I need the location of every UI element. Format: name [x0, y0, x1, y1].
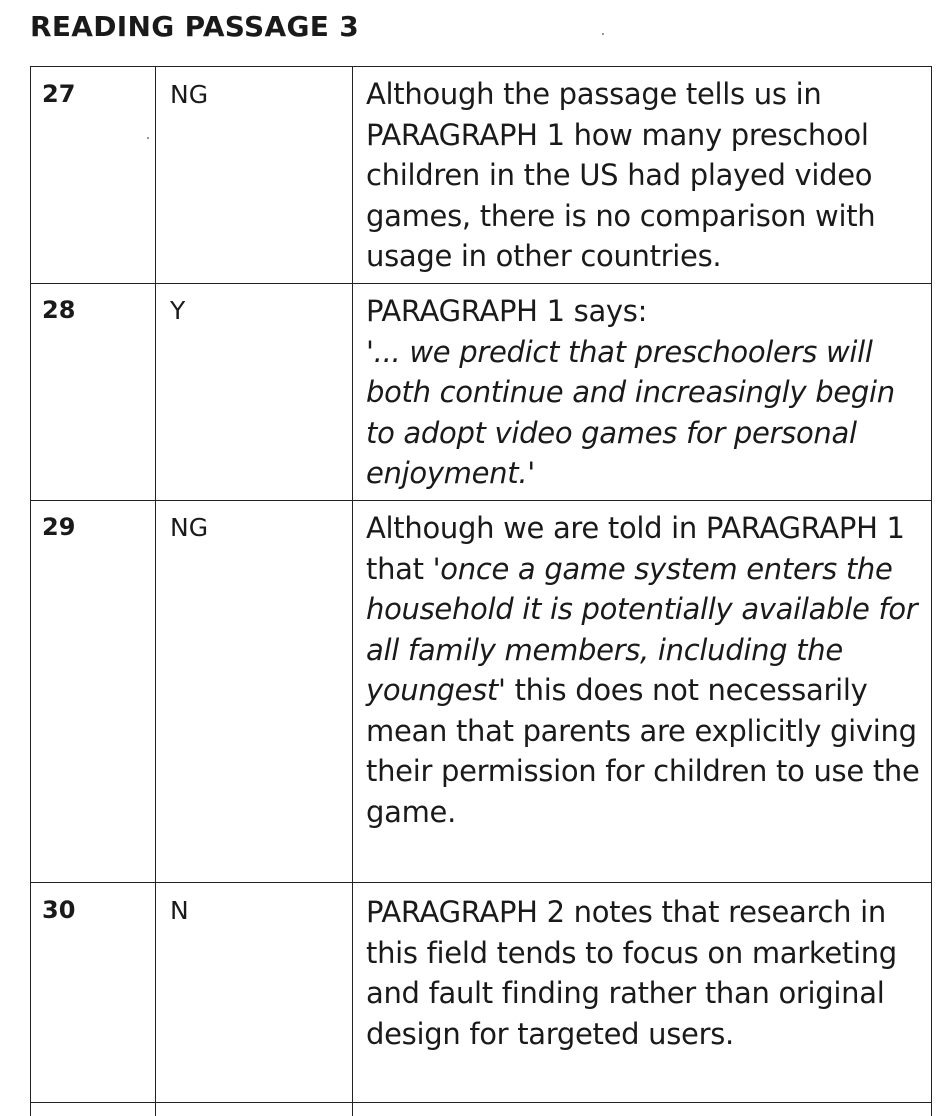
- answer-code: NG: [170, 80, 209, 109]
- row-divider: [30, 882, 932, 883]
- explanation-segment: Although the passage tells us in PARAGRAPH 1 how many preschool children in the US had played video games, there is no comparison with usage in other countries.: [366, 77, 876, 273]
- row-divider: [30, 1102, 932, 1103]
- question-number: 27: [42, 80, 76, 108]
- question-number: 29: [42, 513, 76, 541]
- explanation-segment: PARAGRAPH 1 says:: [366, 294, 648, 328]
- explanation-segment: PARAGRAPH 2 notes that research in this field tends to focus on marketing and fault finding rather than original design for targeted users.: [366, 895, 897, 1051]
- scan-speck: [602, 33, 604, 35]
- answer-code: NG: [170, 513, 209, 542]
- explanation-segment: Although we are told in PARAGRAPH 1 that ': [366, 511, 905, 586]
- page-heading: READING PASSAGE 3: [30, 10, 359, 43]
- quoted-segment: '... we predict that preschoolers will both continue and increasingly begin to adopt video games for personal enjoyment.': [366, 334, 895, 490]
- explanation-text: [366, 892, 926, 1054]
- explanation-segment: this does not necessarily mean that parents are explicitly giving their permission for children to use the game.: [366, 673, 920, 829]
- answer-code: Y: [170, 296, 186, 325]
- answer-code: N: [170, 896, 189, 925]
- explanation-text: [366, 508, 926, 832]
- row-divider: [30, 283, 932, 284]
- explanation-text: [366, 291, 926, 494]
- scan-speck: [147, 137, 149, 139]
- question-number: 30: [42, 896, 76, 924]
- quoted-segment: once a game system enters the household it is potentially available for all family members, including the youngest': [366, 551, 918, 707]
- explanation-text: [366, 74, 926, 277]
- column-divider: [352, 66, 353, 1116]
- question-number: 28: [42, 296, 76, 324]
- row-divider: [30, 500, 932, 501]
- column-divider: [155, 66, 156, 1116]
